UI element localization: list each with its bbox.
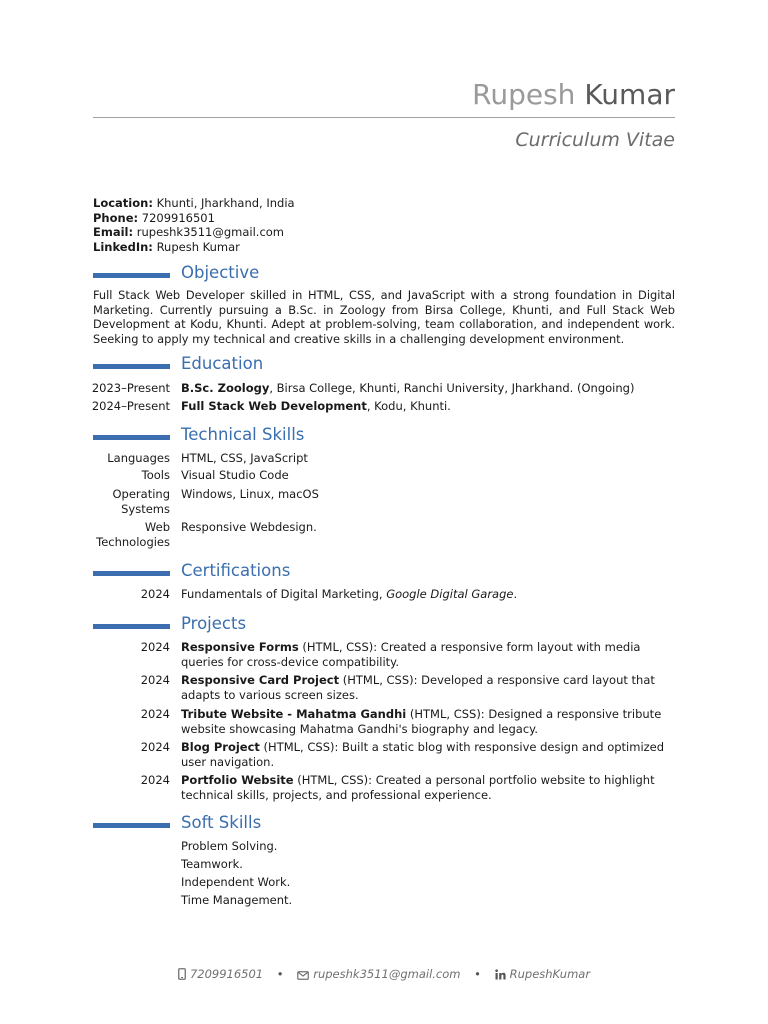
education-degree: B.Sc. Zoology (181, 381, 270, 395)
section-education (93, 356, 675, 378)
document-subtitle: Curriculum Vitae (515, 129, 675, 151)
project-description: (HTML, CSS): Created a responsive form layout with media queries for cross-device compatibility. (181, 640, 641, 669)
skill-values: Responsive Webdesign. (181, 520, 317, 534)
footer-linkedin-text: RupeshKumar (509, 967, 591, 981)
section-title: Certifications (181, 561, 291, 580)
section-projects (93, 616, 675, 638)
section-bar (93, 624, 170, 629)
project-name: Portfolio Website (181, 773, 294, 787)
project-description: (HTML, CSS): Created a personal portfolio website to highlight technical skills, projects, and professional experience. (181, 773, 655, 802)
footer-phone-text: 7209916501 (189, 967, 264, 981)
linkedin-icon (495, 969, 506, 980)
soft-skill-text: Time Management. (181, 893, 293, 907)
education-detail: , Birsa College, Khunti, Ranchi University, Jharkhand. (Ongoing) (269, 381, 635, 395)
section-bar (93, 435, 170, 440)
skill-category: Operating Systems (112, 487, 170, 516)
section-title: Projects (181, 614, 247, 633)
project-name: Blog Project (181, 740, 260, 754)
phone-value[interactable]: 7209916501 (141, 210, 215, 225)
section-bar (93, 364, 170, 369)
section-title: Soft Skills (181, 813, 262, 832)
skill-category: Web Technologies (96, 520, 170, 549)
last-name: Kumar (584, 78, 675, 111)
footer-email-text: rupeshk3511@gmail.com (313, 967, 461, 981)
project-year: 2024 (140, 773, 170, 787)
location-value: Khunti, Jharkhand, India (156, 196, 295, 210)
section-title: Education (181, 354, 264, 373)
candidate-name (472, 80, 675, 111)
footer-linkedin[interactable] (495, 967, 590, 981)
education-degree: Full Stack Web Development (181, 399, 367, 413)
contact-block (93, 196, 295, 254)
project-description: (HTML, CSS): Designed a responsive tribute website showcasing Mahatma Gandhi's biography and legacy. (181, 707, 662, 736)
soft-skill-text: Teamwork. (181, 857, 243, 871)
soft-skill-text: Problem Solving. (181, 839, 278, 853)
project-description: (HTML, CSS): Developed a responsive card layout that adapts to various screen sizes. (181, 673, 655, 702)
certification-issuer: Google Digital Garage (386, 587, 514, 601)
project-year: 2024 (140, 640, 170, 654)
footer-phone[interactable] (178, 967, 263, 981)
section-soft-skills (93, 815, 675, 837)
header-divider (93, 117, 675, 118)
project-year: 2024 (140, 740, 170, 754)
skill-values: HTML, CSS, JavaScript (181, 451, 308, 465)
section-bar (93, 273, 170, 278)
soft-skill-text: Independent Work. (181, 875, 291, 889)
section-certifications (93, 563, 675, 585)
skill-values: Visual Studio Code (181, 468, 289, 482)
certification-name: Fundamentals of Digital Marketing, (181, 587, 387, 601)
section-title: Objective (181, 263, 260, 282)
education-detail: , Kodu, Khunti. (366, 399, 451, 413)
skill-category: Tools (141, 468, 170, 482)
project-year: 2024 (140, 673, 170, 687)
project-description: (HTML, CSS): Built a static blog with responsive design and optimized user navigation. (181, 740, 665, 769)
email-label: Email: (93, 225, 134, 239)
objective-text: Full Stack Web Developer skilled in HTML, CSS, and JavaScript with a strong foundation in Digital Marketing. Currently pursuing a B.Sc. in Zoology from Birsa College, Khunti, and Full Stack Web Development at Kodu, Khunti. Adept at problem-solving, team collaboration, and independent work. Seeking to apply my technical and creative skills in a challenging development environment. (93, 288, 675, 346)
footer-separator: • (474, 967, 481, 981)
linkedin-value[interactable]: Rupesh Kumar (156, 239, 240, 254)
project-name: Responsive Forms (181, 640, 299, 654)
page-footer (0, 967, 768, 981)
certification-year: 2024 (140, 587, 170, 601)
project-year: 2024 (140, 707, 170, 721)
section-bar (93, 571, 170, 576)
section-bar (93, 823, 170, 828)
mobile-phone-icon (178, 968, 186, 980)
section-objective (93, 265, 675, 287)
education-date: 2023–Present (91, 381, 170, 395)
footer-separator: • (276, 967, 284, 981)
footer-email[interactable] (297, 967, 460, 981)
section-technical-skills (93, 427, 675, 449)
skill-category: Languages (107, 451, 170, 465)
certification-end: . (513, 587, 518, 601)
project-name: Tribute Website - Mahatma Gandhi (181, 707, 407, 721)
education-date: 2024–Present (91, 399, 170, 413)
phone-label: Phone: (93, 210, 139, 225)
first-name: Rupesh (472, 78, 576, 111)
email-value[interactable]: rupeshk3511@gmail.com (136, 225, 285, 239)
location-label: Location: (93, 196, 153, 210)
linkedin-label: LinkedIn: (93, 239, 153, 254)
skill-values: Windows, Linux, macOS (181, 487, 319, 501)
project-name: Responsive Card Project (181, 673, 340, 687)
envelope-icon (297, 971, 309, 980)
section-title: Technical Skills (181, 425, 305, 444)
